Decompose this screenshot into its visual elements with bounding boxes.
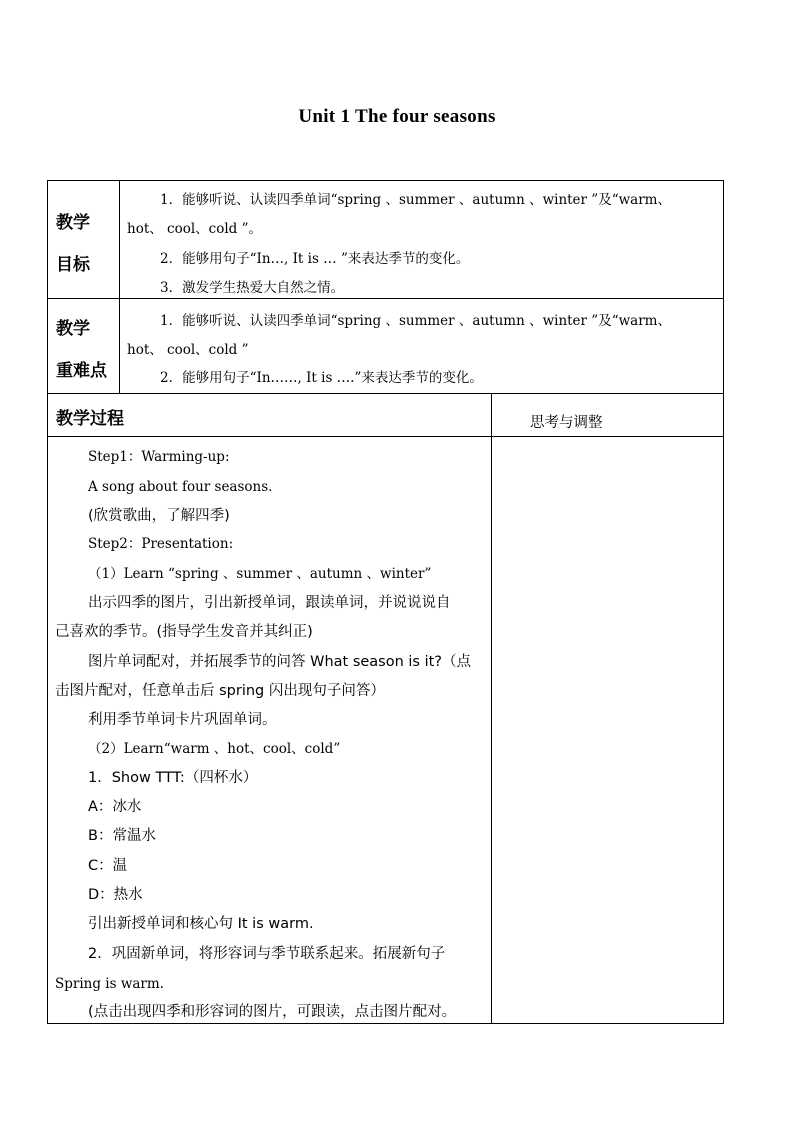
objective-line: 2．能够用句子“In…, It is … ”来表达季节的变化。	[160, 251, 470, 267]
objectives-label-line1: 教学	[56, 213, 90, 233]
process-line: 利用季节单词卡片巩固单词。	[88, 712, 277, 728]
key-point-line: hot、 cool、cold ”	[127, 342, 249, 358]
key-points-label-line2: 重难点	[56, 361, 107, 381]
process-line: A song about four seasons.	[88, 479, 273, 495]
reflection-column-divider	[491, 393, 492, 1024]
reflection-header: 思考与调整	[530, 415, 603, 431]
key-point-line: 2．能够用句子“In……, It is ….”来表达季节的变化。	[160, 370, 483, 386]
objectives-label-line2: 目标	[56, 255, 90, 275]
process-line: 引出新授单词和核心句 It is warm.	[88, 916, 314, 932]
document-title: Unit 1 The four seasons	[298, 106, 496, 127]
row-divider	[47, 298, 724, 299]
process-line: （1）Learn “spring 、summer 、autumn 、winter”	[88, 566, 432, 582]
objective-line: hot、 cool、cold ”。	[127, 221, 263, 237]
process-line: 击图片配对，任意单击后 spring 闪出现句子问答）	[55, 683, 385, 699]
objective-line: 3．激发学生热爱大自然之情。	[160, 280, 345, 296]
key-point-line: 1．能够听说、认读四季单词“spring 、summer 、autumn 、winter ”及“warm、	[160, 313, 671, 329]
process-line: (欣赏歌曲，了解四季)	[88, 508, 230, 524]
process-line: Step2：Presentation:	[88, 536, 234, 552]
process-line: 己喜欢的季节。(指导学生发音并其纠正)	[55, 624, 313, 640]
process-line: Spring is warm.	[55, 976, 164, 992]
process-line: C：温	[88, 858, 128, 874]
process-line: （2）Learn“warm 、hot、cool、cold”	[88, 741, 341, 757]
process-line: 1．Show TTT:（四杯水）	[88, 770, 258, 786]
process-line: 2．巩固新单词，将形容词与季节联系起来。拓展新句子	[88, 946, 446, 962]
objective-line: 1．能够听说、认读四季单词“spring 、summer 、autumn 、winter ”及“warm、	[160, 192, 671, 208]
key-points-label-line1: 教学	[56, 319, 90, 339]
label-column-divider	[119, 180, 120, 393]
process-line: 出示四季的图片，引出新授单词，跟读单词，并说说说自	[88, 595, 451, 611]
process-line: D：热水	[88, 887, 143, 903]
process-line: A：冰水	[88, 799, 142, 815]
process-line: 图片单词配对，并拓展季节的问答 What season is it?（点	[88, 654, 472, 670]
row-divider	[47, 436, 724, 437]
process-line: B：常温水	[88, 828, 156, 844]
row-divider	[47, 393, 724, 394]
process-line: (点击出现四季和形容词的图片，可跟读，点击图片配对。	[88, 1004, 457, 1020]
process-header: 教学过程	[56, 409, 124, 429]
process-line: Step1：Warming-up:	[88, 449, 230, 465]
